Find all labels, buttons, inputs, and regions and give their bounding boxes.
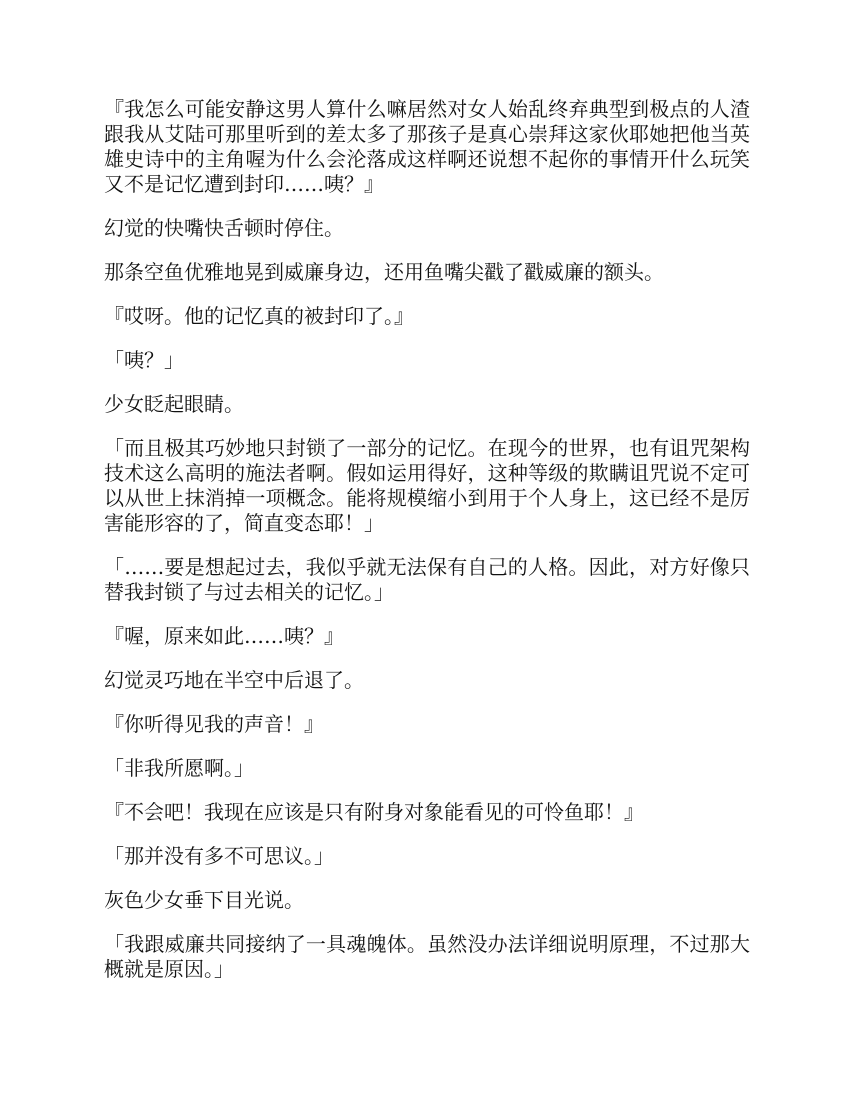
paragraph-7: 「而且极其巧妙地只封锁了一部分的记忆。在现今的世界，也有诅咒架构技术这么高明的施法者啊。假如运用得好，这种等级的欺瞒诅咒说不定可以从世上抹消掉一项概念。能将规模缩小到用于个人身上，这已经不是厉害能形容的了，简直变态耶！」	[104, 436, 750, 535]
paragraph-9: 『喔，原来如此……咦？』	[104, 624, 344, 648]
paragraph-16: 「我跟威廉共同接纳了一具魂魄体。虽然没办法详细说明原理，不过那大概就是原因。」	[104, 932, 750, 981]
paragraph-2: 幻觉的快嘴快舌顿时停住。	[104, 216, 344, 240]
paragraph-5: 「咦？」	[104, 348, 184, 372]
paragraph-14: 「那并没有多不可思议。」	[104, 844, 334, 868]
paragraph-13: 『不会吧！我现在应该是只有附身对象能看见的可怜鱼耶！』	[104, 800, 644, 824]
paragraph-8: 「……要是想起过去，我似乎就无法保有自己的人格。因此，对方好像只替我封锁了与过去相关的记忆。」	[104, 555, 750, 604]
paragraph-6: 少女眨起眼睛。	[104, 392, 244, 416]
paragraph-10: 幻觉灵巧地在半空中后退了。	[104, 668, 364, 692]
paragraph-12: 「非我所愿啊。」	[104, 756, 254, 780]
paragraph-3: 那条空鱼优雅地晃到威廉身边，还用鱼嘴尖戳了戳威廉的额头。	[104, 260, 664, 284]
paragraph-11: 『你听得见我的声音！』	[104, 712, 324, 736]
paragraph-4: 『哎呀。他的记忆真的被封印了。』	[104, 304, 414, 328]
document-page	[104, 97, 750, 1001]
paragraph-15: 灰色少女垂下目光说。	[104, 888, 304, 912]
paragraph-1: 『我怎么可能安静这男人算什么嘛居然对女人始乱终弃典型到极点的人渣跟我从艾陆可那里听到的差太多了那孩子是真心崇拜这家伙耶她把他当英雄史诗中的主角喔为什么会沦落成这样啊还说想不起你的事情开什么玩笑又不是记忆遭到封印……咦？』	[104, 97, 750, 196]
